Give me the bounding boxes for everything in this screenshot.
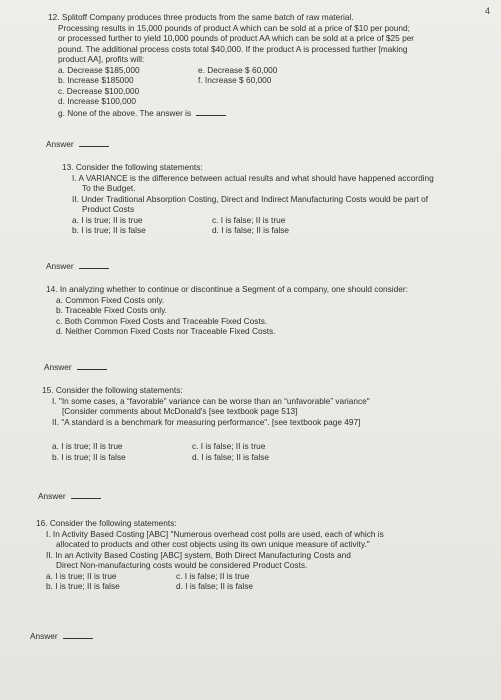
q15-options-row-2 — [42, 452, 492, 463]
q12-line-1: 12. Splitoff Company produces three products from the same batch of raw material. — [48, 12, 354, 22]
answer-blank[interactable] — [79, 138, 109, 147]
q13-option-b: b. I is true; II is false — [72, 225, 146, 235]
answer-blank[interactable] — [71, 490, 101, 499]
answer-blank[interactable] — [79, 260, 109, 269]
q15-line-4: II. "A standard is a benchmark for measuring performance". [see textbook page 497] — [52, 416, 361, 427]
page-number: 4 — [485, 6, 491, 16]
q16-line-2: I. In Activity Based Costing [ABC] "Numerous overhead cost polls are used, each of which is — [46, 528, 384, 539]
q14-option-d: d. Neither Common Fixed Costs nor Traceable Fixed Costs. — [56, 326, 276, 336]
q13-option-c: c. I is false; II is true — [212, 214, 286, 225]
question-16 — [36, 518, 496, 592]
q14-answer — [44, 361, 107, 372]
q15-line-3: [Consider comments about McDonald's [see textbook page 513] — [62, 406, 298, 416]
q12-options — [48, 65, 488, 107]
q16-options-row-1 — [36, 571, 496, 582]
question-14 — [46, 284, 496, 337]
q12-line-5: product AA], profits will: — [58, 54, 145, 64]
q13-options-row-2 — [62, 225, 492, 236]
q16-option-c: c. I is false; II is true — [176, 570, 250, 581]
answer-blank[interactable] — [77, 361, 107, 370]
answer-label: Answer — [44, 362, 72, 372]
q12-line-2: Processing results in 15,000 pounds of product A which can be sold at a price of $10 per pound; — [58, 22, 410, 33]
q12-line-4: pound. The additional process costs total $40,000. If the product A is processed further [making — [58, 43, 408, 54]
answer-label: Answer — [38, 491, 66, 501]
q16-line-1: 16. Consider the following statements: — [36, 518, 177, 528]
q15-option-b: b. I is true; II is false — [52, 451, 126, 462]
answer-label: Answer — [30, 631, 58, 641]
q12-line-3: or processed further to yield 10,000 pounds of product AA which can be sold at a price of $25 per — [58, 33, 415, 43]
q15-option-d: d. I is false; II is false — [192, 451, 270, 462]
q12-option-e: e. Decrease $ 60,000 — [198, 64, 278, 75]
q15-options-row-1 — [42, 441, 492, 452]
q16-option-a: a. I is true; II is true — [46, 570, 117, 581]
q16-line-3: allocated to products and other cost objects using its own unique measure of activity." — [56, 539, 370, 549]
q12-answer-blank[interactable] — [196, 107, 226, 116]
q12-option-g-text: g. None of the above. The answer is — [58, 107, 192, 118]
q16-line-4: II. In an Activity Based Costing [ABC] system, Both Direct Manufacturing Costs and — [46, 549, 351, 560]
q15-line-2: I. "In some cases, a “favorable” variance can be worse than an “unfavorable” variance" — [52, 395, 370, 406]
question-15 — [42, 385, 492, 462]
q13-line-3: To the Budget. — [82, 183, 136, 193]
q13-line-4: II. Under Traditional Absorption Costing, Direct and Indirect Manufacturing Costs would be part of — [72, 193, 429, 204]
q15-option-c: c. I is false; II is true — [192, 441, 266, 451]
q13-options-row-1 — [62, 215, 492, 226]
question-12 — [48, 12, 488, 118]
q12-option-d: d. Increase $100,000 — [58, 96, 136, 106]
q14-option-c: c. Both Common Fixed Costs and Traceable Fixed Costs. — [56, 315, 268, 326]
q16-options-row-2 — [36, 581, 496, 592]
q16-option-b: b. I is true; II is false — [46, 581, 120, 591]
answer-label: Answer — [46, 261, 74, 271]
q12-option-f: f. Increase $ 60,000 — [198, 75, 272, 85]
q12-option-g — [48, 107, 488, 119]
q12-option-b: b. Increase $185000 — [58, 75, 134, 85]
q14-option-a: a. Common Fixed Costs only. — [56, 294, 165, 305]
q16-line-5: Direct Non-manufacturing costs would be considered Product Costs. — [56, 560, 308, 570]
q13-line-2: I. A VARIANCE is the difference between actual results and what should have happened according — [72, 172, 434, 183]
q14-line-1: 14. In analyzing whether to continue or discontinue a Segment of a company, one should consider: — [46, 284, 408, 294]
q13-option-d: d. I is false; II is false — [212, 225, 290, 235]
q16-option-d: d. I is false; II is false — [176, 581, 254, 591]
q14-option-b: b. Traceable Fixed Costs only. — [56, 305, 167, 315]
q13-answer — [46, 260, 109, 271]
q12-option-a: a. Decrease $185,000 — [58, 64, 140, 75]
q13-line-1: 13. Consider the following statements: — [62, 162, 203, 172]
answer-label: Answer — [46, 139, 74, 149]
q12-answer — [46, 138, 109, 149]
q15-option-a: a. I is true; II is true — [52, 441, 123, 451]
q15-line-1: 15. Consider the following statements: — [42, 385, 183, 395]
q13-option-a: a. I is true; II is true — [72, 214, 143, 225]
answer-blank[interactable] — [63, 630, 93, 639]
question-13 — [62, 162, 492, 236]
q13-line-5: Product Costs — [82, 204, 135, 214]
q16-answer — [30, 630, 93, 641]
q15-answer — [38, 490, 101, 501]
q12-option-c: c. Decrease $100,000 — [58, 85, 140, 96]
